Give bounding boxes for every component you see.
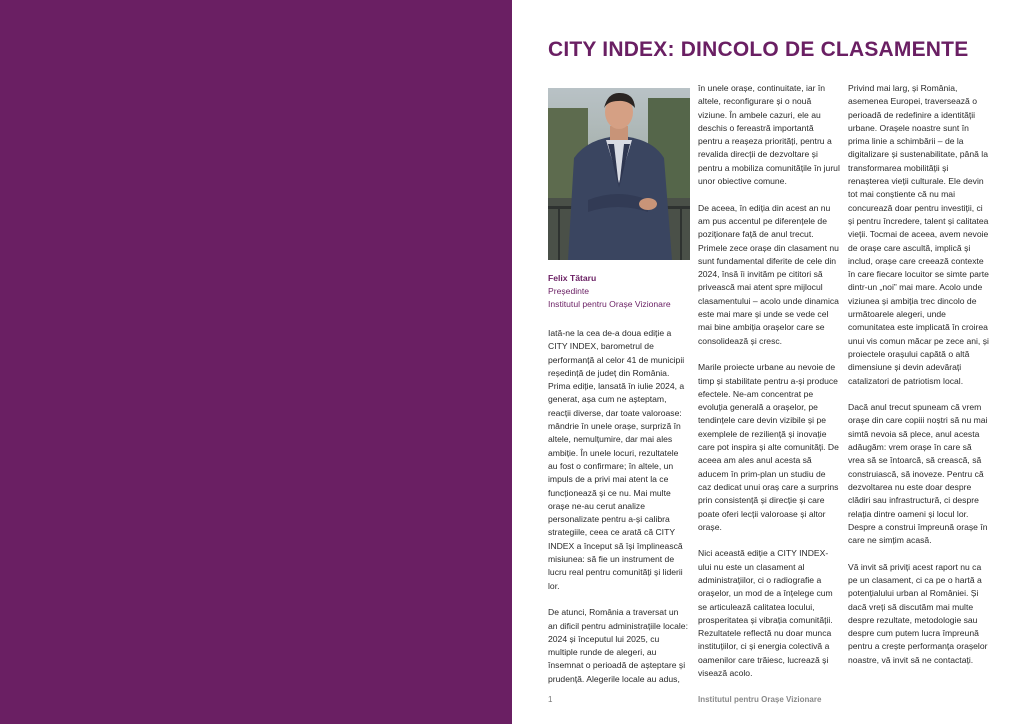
author-photo	[548, 88, 690, 260]
paragraph: De aceea, în ediția din acest an nu am pus accentul pe diferențele de poziționare față de anul trecut. Primele zece orașe din clasament nu sunt fundamental diferite de cele din 2024, însă îi invităm pe cititori să privească mai atent spre mijlocul clasamentului – acolo unde dinamica este mai mare și unde se vede cel mai bine ambiția orașelor care se consolidează și cresc.	[698, 202, 839, 346]
paragraph: Marile proiecte urbane au nevoie de timp și stabilitate pentru a-și produce efectele. Ne-am concentrat pe evoluția generală a orașelor, pe tendințele care devin vizibile și pe exemplele de reziliență și inovație care pot inspira și alte comunități. De aceea am ales anul acesta să aducem în prim-plan un studiu de caz dedicat unui oraș care a surprins prin consistență și direcție și care poate oferi lecții valoroase și altor orașe.	[698, 362, 839, 532]
paragraph: Nici această ediție a CITY INDEX-ului nu este un clasament al administrațiilor, ci o radiografie a orașelor, un mod de a înțelege cum se articulează calitatea locului, prosperitatea și vibrația comunității. Rezultatele reflectă nu doar munca instituțiilor, ci și energia colectivă a oamenilor care trăiesc, lucrează și visează acolo.	[698, 548, 833, 679]
paragraph: Vă invit să priviți acest raport nu ca pe un clasament, ci ca pe o hartă a potențialului urban al României. Și dacă vreți să discutăm mai multe despre rezultate, metodologie sau despre cum putem lucra împreună pentru a crește performanța orașelor noastre, vă invit să ne contactați.	[848, 561, 988, 665]
paragraph: Dacă anul trecut spuneam că vrem orașe din care copiii noștri să nu mai simtă nevoia să plece, anul acesta adăugăm: vrem orașe în care să vrea să se întoarcă, să crească, să construiască, să inoveze. Pentru că dezvoltarea nu este doar despre clădiri sau infrastructură, ci despre relația dintre oameni și locul lor. Despre a construi împreună orașe în care ne simțim acasă.	[848, 402, 988, 546]
page-title: CITY INDEX: DINCOLO DE CLASAMENTE	[548, 38, 969, 61]
text-column-1	[548, 327, 690, 699]
page-number: 1	[548, 695, 553, 704]
text-column-2	[698, 82, 840, 694]
author-organization: Institutul pentru Orașe Vizionare	[548, 299, 671, 309]
author-role: Președinte	[548, 286, 590, 296]
text-column-3	[848, 82, 990, 680]
footer-organization: Institutul pentru Orașe Vizionare	[698, 695, 822, 704]
paragraph: în unele orașe, continuitate, iar în altele, reconfigurare și o nouă viziune. În ambele cazuri, ele au deschis o fereastră importantă pentru a reașeza priorități, pentru a revalida direcții de dezvoltare și pentru a mobiliza comunitățile în jurul unor obiective comune.	[698, 83, 840, 187]
paragraph: Iată-ne la cea de-a doua ediție a CITY INDEX, barometrul de performanță al celor 41 de municipii reședință de județ din România. Prima ediție, lansată în iulie 2024, a generat, așa cum ne așteptam, reacții diverse, dar toate valoroase: mândrie în unele orașe, surpriză în altele, nemulțumire, dar mai ales ambiție. În unele locuri, rezultatele au fost o confirmare; în altele, un impuls de a privi mai atent la ce funcționează și ce nu. Mai multe orașe ne-au cerut analize personalizate pentru a-și calibra strategiile, ceea ce arată că CITY INDEX a început să își împlinească misiunea: să fie un instrument de lucru real pentru comunități și liderii lor.	[548, 328, 685, 591]
author-caption	[548, 272, 698, 311]
author-name: Felix Tătaru	[548, 273, 597, 283]
paragraph: Privind mai larg, și România, asemenea Europei, traversează o perioadă de redefinire a identității urbane. Orașele noastre sunt în prima linie a schimbării – de la digitalizare și sustenabilitate, până la transformarea mobilității și renașterea vieții culturale. Ele devin tot mai conștiente că nu mai concurează doar pentru investiții, ci și pentru încredere, talent și calitatea vieții. Tocmai de aceea, avem nevoie de orașe care ascultă, implică și includ, orașe care creează contexte în care fiecare locuitor se simte parte dintr-un „noi” mai mare. Acolo unde viziunea și ambiția trec dincolo de următoarele alegeri, unde comunitatea este implicată în croirea unui vis comun măcar pe zece ani, și proiectele orașului capătă o altă dimensiune și devin adevărați catalizatori de patriotism local.	[848, 83, 989, 386]
paragraph: De atunci, România a traversat un an dificil pentru administrațiile locale: 2024 și începutul lui 2025, cu multiple runde de alegeri, au însemnat o perioadă de așteptare și prudență. Alegerile locale au adus,	[548, 607, 688, 684]
